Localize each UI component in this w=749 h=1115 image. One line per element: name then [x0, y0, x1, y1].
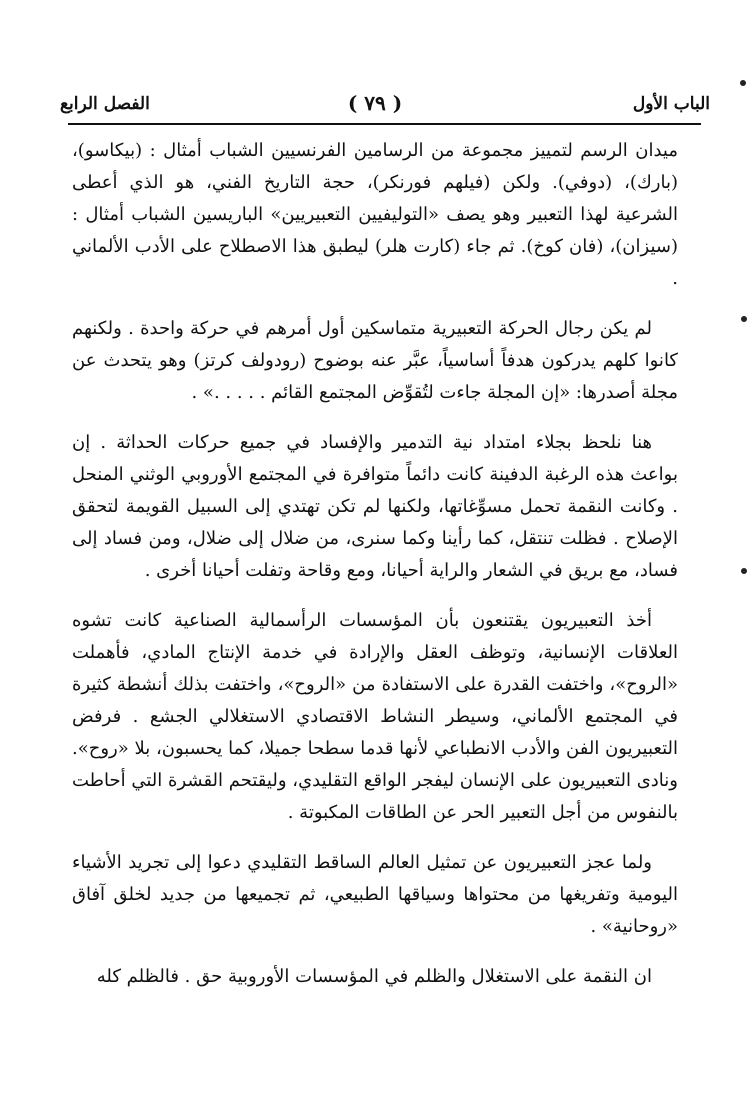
paragraph: ولما عجز التعبيريون عن تمثيل العالم الساقط التقليدي دعوا إلى تجريد الأشياء اليومية وتفريغها من محتواها وسياقها الطبيعي، ثم تجميعها من جديد لخلق آفاق «روحانية» . [72, 852, 678, 937]
margin-mark [741, 316, 747, 322]
margin-mark [741, 568, 747, 574]
page-number: ( ٧٩ ) [347, 91, 403, 115]
header-rule [68, 123, 701, 125]
paragraph: لم يكن رجال الحركة التعبيرية متماسكين أول أمرهم في حركة واحدة . ولكنهم كانوا كلهم يدركون هدفاً أساسياً، عبَّر عنه بوضوح (رودولف كرتز) وهو يتحدث عن مجلة أصدرها: «إن المجلة جاءت لتُقوِّض المجتمع القائم . . . . .» . [72, 318, 678, 403]
header-part-title: الباب الأول [632, 94, 710, 114]
page-body-text [72, 135, 678, 1011]
running-header [40, 86, 710, 120]
paragraph: أخذ التعبيريون يقتنعون بأن المؤسسات الرأسمالية الصناعية كانت تشوه العلاقات الإنسانية، وتوظف العقل والإرادة في خدمة الإنتاج المادي، فأهملت «الروح»، واختفت القدرة على الاستفادة من «الروح»، واختفت بذلك أنشطة كثيرة في المجتمع الألماني، وسيطر النشاط الاقتصادي الاستغلالي الجشع . فرفض التعبيريون الفن والأدب الانطباعي لأنها قدما سطحا جميلا، كما يحسبون، بلا «روح». ونادى التعبيريون على الإنسان ليفجر الواقع التقليدي، وليقتحم القشرة التي أحاطت بالنفوس من أجل التعبير الحر عن الطاقات المكبوتة . [72, 610, 678, 823]
margin-mark [740, 80, 746, 86]
paragraph: ان النقمة على الاستغلال والظلم في المؤسسات الأوروبية حق . فالظلم كله [96, 966, 652, 987]
header-chapter-title: الفصل الرابع [60, 94, 150, 114]
paragraph: ميدان الرسم لتمييز مجموعة من الرسامين الفرنسيين الشباب أمثال : (بيكاسو)، (بارك)، (دوفي). ولكن (فيلهم فورنكر)، حجة التاريخ الفني، هو الذي أعطى الشرعية لهذا التعبير وهو يصف «التوليفيين التعبيريين» الباريسين الشباب أمثال : (سيزان)، (فان كوخ). ثم جاء (كارت هلر) ليطبق هذا الاصطلاح على الأدب الألماني . [72, 140, 679, 289]
paragraph: هنا نلحظ بجلاء امتداد نية التدمير والإفساد في جميع حركات الحداثة . إن بواعث هذه الرغبة الدفينة كانت دائماً متوافرة في المجتمع الأوروبي الوثني المنحل . وكانت النقمة تحمل مسوِّغاتها، ولكنها لم تكن تهتدي إلى السبيل القويمة لتحقق الإصلاح . فظلت تنتقل، كما رأينا وكما سنرى، من ضلال إلى ضلال، ومن فساد إلى فساد، مع بريق في الشعار والراية أحيانا، ومع وقاحة وتفلت أحيانا أخرى . [72, 432, 678, 581]
